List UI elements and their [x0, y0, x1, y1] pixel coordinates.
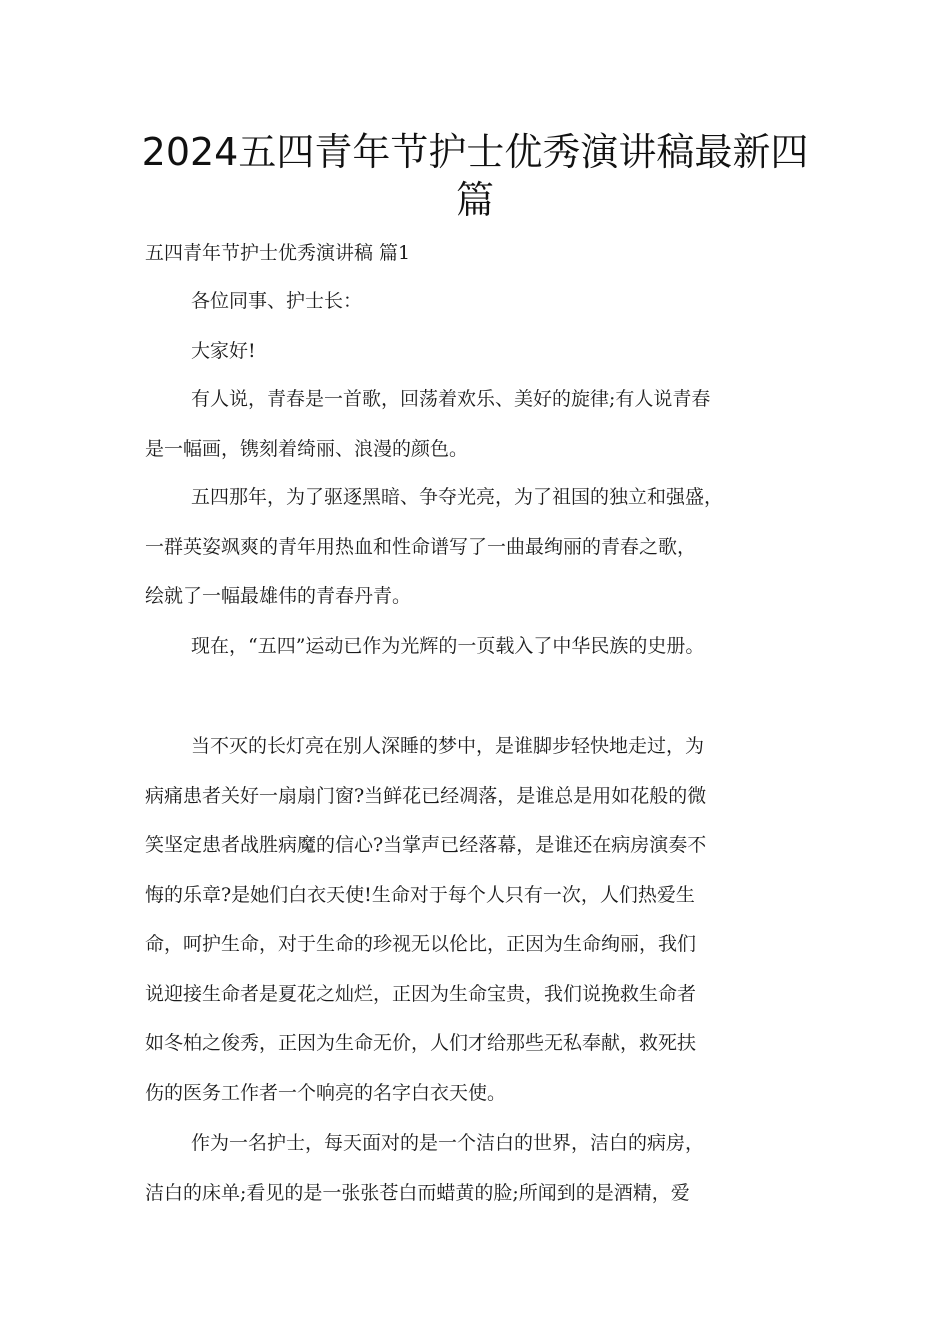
paragraph-line: 洁白的床单;看见的是一张张苍白而蜡黄的脸;所闻到的是酒精，爱	[145, 1181, 690, 1204]
paragraph-line: 当不灭的长灯亮在别人深睡的梦中，是谁脚步轻快地走过，为	[191, 735, 705, 757]
paragraph	[145, 722, 815, 1118]
paragraph-line: 作为一名护士，每天面对的是一个洁白的世界，洁白的病房，	[191, 1132, 705, 1154]
paragraph-line: 有人说，青春是一首歌，回荡着欢乐、美好的旋律;有人说青春	[191, 388, 711, 410]
paragraph	[145, 622, 815, 672]
paragraph-line: 是一幅画，镌刻着绮丽、浪漫的颜色。	[145, 437, 469, 460]
paragraph	[145, 375, 815, 474]
paragraph-line: 五四那年，为了驱逐黑暗、争夺光亮，为了祖国的独立和强盛，	[191, 486, 724, 508]
paragraph-line: 一群英姿飒爽的青年用热血和性命谱写了一曲最绚丽的青春之歌，	[145, 535, 697, 558]
title-line: 篇	[455, 178, 494, 222]
salutation: 各位同事、护士长：	[191, 290, 363, 312]
paragraph	[145, 1119, 815, 1218]
greeting: 大家好!	[191, 340, 256, 362]
paragraph-line: 说迎接生命者是夏花之灿烂，正因为生命宝贵，我们说挽救生命者	[145, 982, 697, 1005]
paragraph-line: 如冬柏之俊秀，正因为生命无价，人们才给那些无私奉献，救死扶	[145, 1032, 697, 1054]
section-heading: 五四青年节护士优秀演讲稿 篇1	[145, 242, 411, 264]
paragraph-line: 绘就了一幅最雄伟的青春丹青。	[145, 585, 412, 607]
paragraph	[145, 473, 815, 622]
paragraph-line: 现在，“五四”运动已作为光辉的一页载入了中华民族的史册。	[191, 635, 705, 657]
paragraph-line: 伤的医务工作者一个响亮的名字白衣天使。	[145, 1081, 507, 1104]
title-line: 2024五四青年节护士优秀演讲稿最新四	[141, 130, 809, 174]
paragraph-line: 悔的乐章?是她们白衣天使!生命对于每个人只有一次，人们热爱生	[145, 883, 695, 906]
paragraph-line: 笑坚定患者战胜病魔的信心?当掌声已经落幕，是谁还在病房演奏不	[145, 834, 707, 856]
document-title	[100, 128, 850, 224]
paragraph-line: 命，呵护生命，对于生命的珍视无以伦比，正因为生命绚丽，我们	[145, 933, 697, 955]
paragraph-line: 病痛患者关好一扇扇门窗?当鲜花已经凋落，是谁总是用如花般的微	[145, 784, 707, 807]
